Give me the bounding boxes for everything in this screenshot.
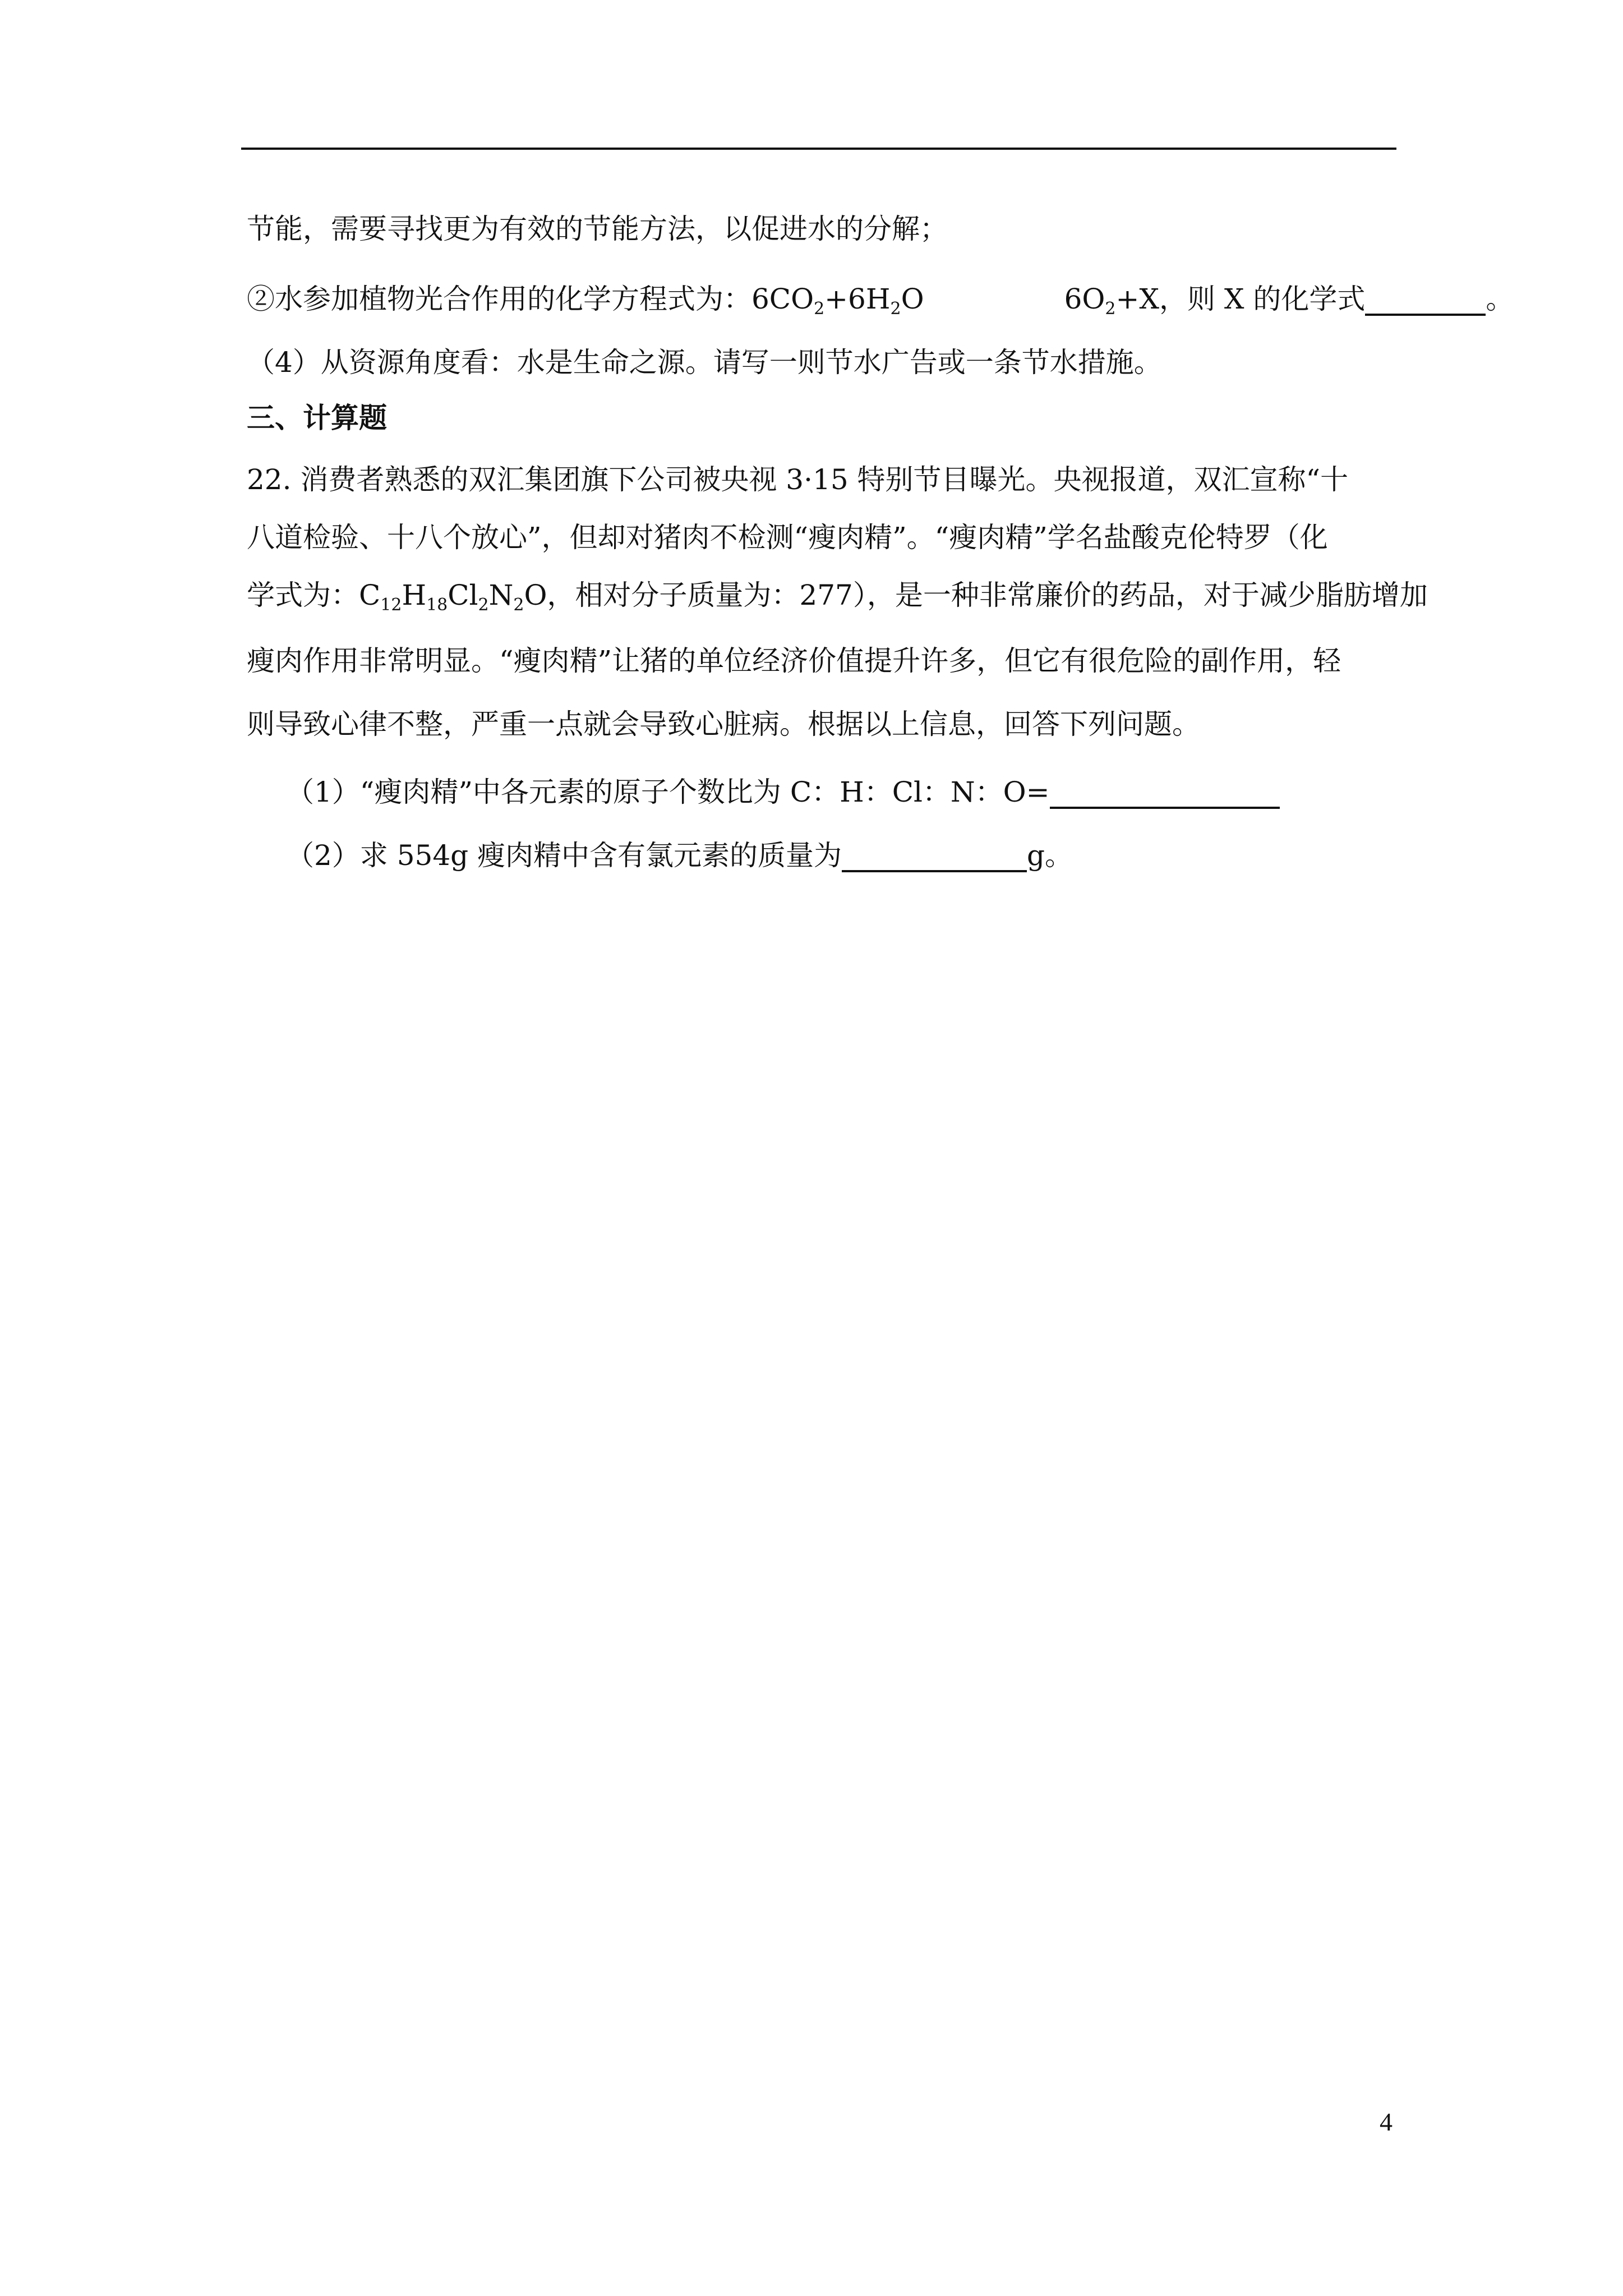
formula-text: 学式为：C — [247, 579, 381, 611]
section-heading-calculation: 三、计算题 — [247, 401, 387, 434]
subscript: 18 — [426, 595, 448, 615]
equation-text: +6H — [824, 283, 891, 315]
question-22-line-2: 八道检验、十八个放心”，但却对猪肉不检测“瘦肉精”。“瘦肉精”学名盐酸克伦特罗（化 — [247, 521, 1328, 554]
equation-text: O — [901, 283, 924, 315]
equation-right-text: 6O — [1064, 283, 1105, 315]
question-22-line-5: 则导致心律不整，严重一点就会导致心脏病。根据以上信息，回答下列问题。 — [247, 708, 1200, 740]
equation-question-text: +X，则 X 的化学式 — [1115, 283, 1366, 315]
question-22-part-2 — [286, 839, 1073, 872]
part-1-text: （1）“瘦肉精”中各元素的原子个数比为 C：H：Cl：N：O= — [286, 776, 1050, 808]
formula-text: O，相对分子质量为：277），是一种非常廉价的药品，对于减少脂肪增加 — [524, 579, 1428, 611]
subscript: 12 — [380, 595, 402, 615]
answer-blank-mass[interactable] — [842, 843, 1027, 872]
question-22-line-3 — [247, 578, 1428, 615]
unit-text: g。 — [1027, 839, 1073, 872]
equation-left-text: ②水参加植物光合作用的化学方程式为：6CO — [247, 283, 814, 315]
question-22-line-4: 瘦肉作用非常明显。“瘦肉精”让猪的单位经济价值提升许多，但它有很危险的副作用，轻 — [247, 645, 1341, 677]
question-4-line: （4）从资源角度看：水是生命之源。请写一则节水广告或一条节水措施。 — [247, 346, 1162, 379]
photosynthesis-equation-line — [247, 282, 1514, 319]
question-22-part-1 — [286, 775, 1280, 809]
sentence-end: 。 — [1486, 283, 1514, 315]
subscript: 2 — [478, 595, 489, 615]
part-2-text: （2）求 554g 瘦肉精中含有氯元素的质量为 — [286, 839, 842, 872]
header-rule — [241, 148, 1396, 150]
subscript: 2 — [814, 299, 825, 319]
subscript: 2 — [513, 595, 524, 615]
answer-blank-formula[interactable] — [1365, 287, 1486, 316]
subscript: 2 — [1105, 299, 1116, 319]
text-line-continuation: 节能，需要寻找更为有效的节能方法，以促进水的分解； — [247, 213, 948, 245]
page-number: 4 — [1380, 2108, 1393, 2136]
subscript: 2 — [890, 299, 901, 319]
formula-text: H — [402, 579, 427, 611]
formula-text: N — [488, 579, 514, 611]
question-22-line-1: 22. 消费者熟悉的双汇集团旗下公司被央视 3·15 特别节目曝光。央视报道，双汇宣称“十 — [247, 463, 1349, 496]
formula-text: Cl — [448, 579, 478, 611]
answer-blank-ratio[interactable] — [1050, 780, 1280, 809]
